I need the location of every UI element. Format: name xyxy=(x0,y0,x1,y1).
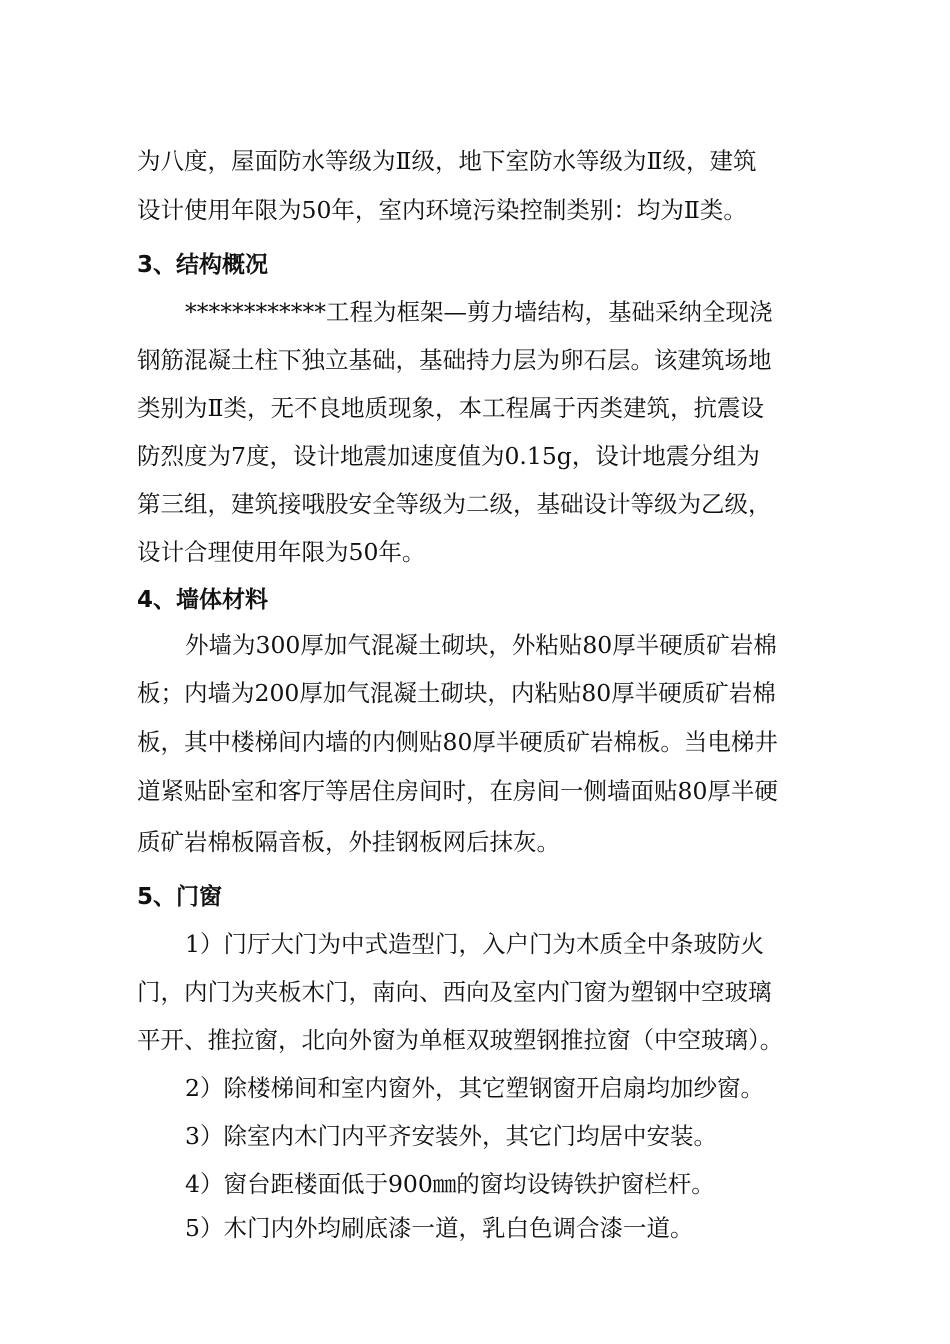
body-line: 类别为Ⅱ类，无不良地质现象，本工程属于丙类建筑，抗震设 xyxy=(137,394,764,422)
body-line: 质矿岩棉板隔音板，外挂钢板网后抹灰。 xyxy=(137,828,560,856)
body-line: 板，其中楼梯间内墙的内侧贴80厚半硬质矿岩棉板。当电梯井 xyxy=(137,728,778,756)
list-item: 5）木门内外均刷底漆一道，乳白色调合漆一道。 xyxy=(185,1214,694,1242)
list-item: 2）除楼梯间和室内窗外，其它塑钢窗开启扇均加纱窗。 xyxy=(185,1074,764,1102)
body-line: 板；内墙为200厚加气混凝土砌块，内粘贴80厚半硬质矿岩棉 xyxy=(137,679,776,707)
section-heading-structure: 3、结构概况 xyxy=(137,252,269,278)
body-line: 外墙为300厚加气混凝土砌块，外粘贴80厚半硬质矿岩棉 xyxy=(185,631,777,659)
list-item: 4）窗台距楼面低于900㎜的窗均设铸铁护窗栏杆。 xyxy=(185,1170,715,1198)
body-line: 为八度，屋面防水等级为Ⅱ级，地下室防水等级为Ⅱ级，建筑 xyxy=(137,147,757,175)
body-line: 门，内门为夹板木门，南向、西向及室内门窗为塑钢中空玻璃 xyxy=(137,978,772,1006)
body-line: ************工程为框架—剪力墙结构，基础采纳全现浇 xyxy=(185,298,773,326)
body-line: 防烈度为7度，设计地震加速度值为0.15g，设计地震分组为 xyxy=(137,442,760,470)
list-item: 3）除室内木门内平齐安装外，其它门均居中安装。 xyxy=(185,1122,717,1150)
body-line: 设计合理使用年限为50年。 xyxy=(137,538,426,566)
body-line: 1）门厅大门为中式造型门，入户门为木质全中条玻防火 xyxy=(185,930,764,958)
section-heading-wall-materials: 4、墙体材料 xyxy=(137,587,269,613)
section-heading-doors-windows: 5、门窗 xyxy=(137,884,223,910)
body-line: 平开、推拉窗，北向外窗为单框双玻塑钢推拉窗（中空玻璃）。 xyxy=(137,1026,784,1054)
body-line: 第三组，建筑接哦股安全等级为二级，基础设计等级为乙级， xyxy=(137,490,772,518)
body-line: 钢筋混凝土柱下独立基础，基础持力层为卵石层。该建筑场地 xyxy=(137,346,772,374)
body-line: 设计使用年限为50年，室内环境污染控制类别：均为Ⅱ类。 xyxy=(137,196,747,224)
body-line: 道紧贴卧室和客厅等居住房间时，在房间一侧墙面贴80厚半硬 xyxy=(137,777,778,805)
